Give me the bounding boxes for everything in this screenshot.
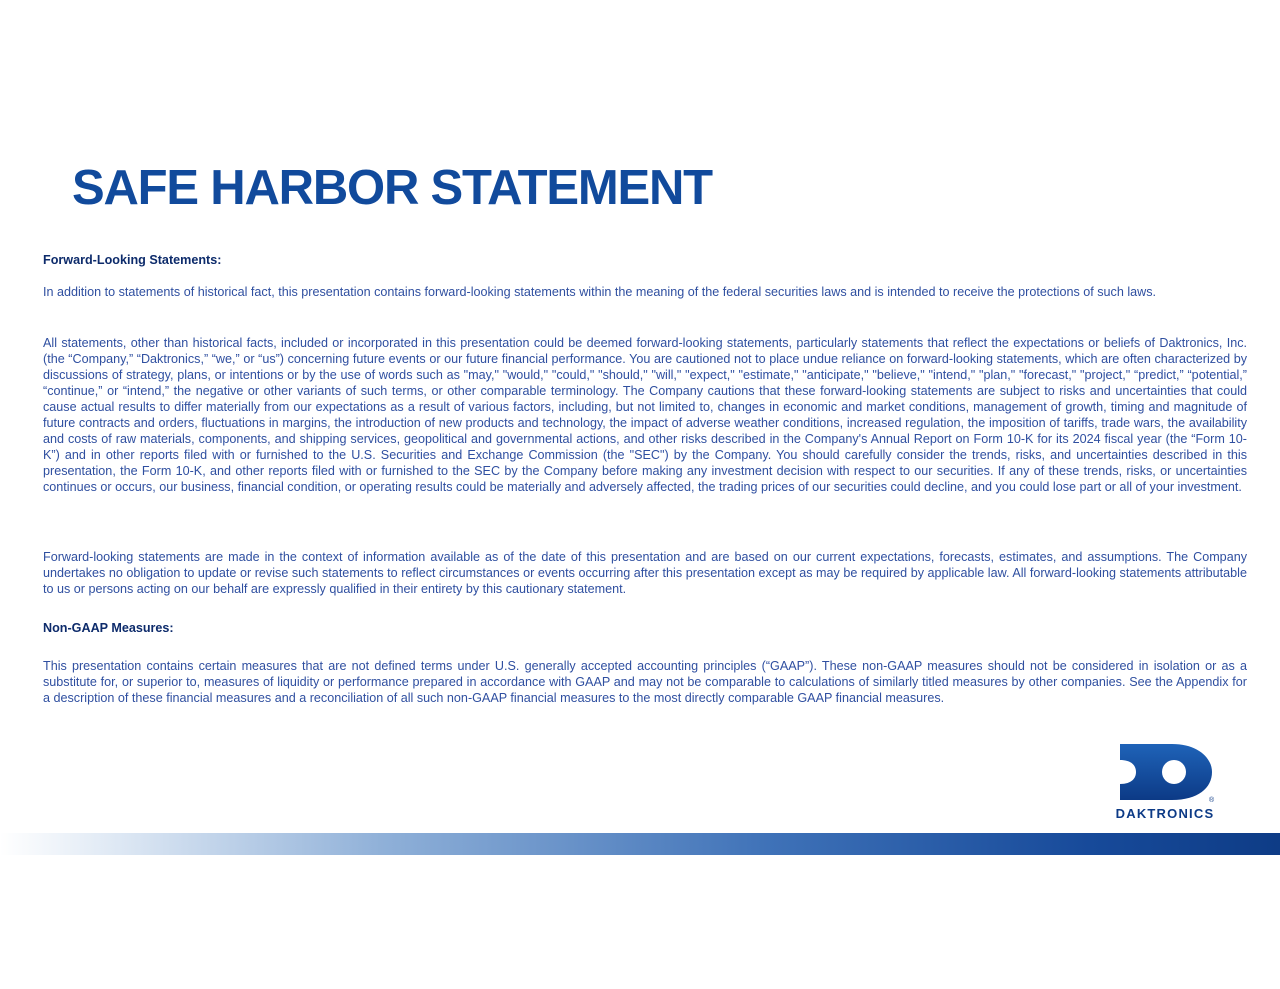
footer-gradient-bar bbox=[0, 833, 1280, 855]
svg-text:®: ® bbox=[1209, 797, 1215, 804]
paragraph-historical-fact: In addition to statements of historical fact, this presentation contains forward-looking statements within the meaning of the federal securities laws and is intended to receive the protections of such laws. bbox=[43, 285, 1157, 299]
daktronics-logo-text: DAKTRONICS bbox=[1115, 806, 1215, 821]
daktronics-d-logo-icon bbox=[1098, 740, 1232, 806]
paragraph-non-gaap: This presentation contains certain measures that are not defined terms under U.S. generally accepted accounting principles (“GAAP”). These non-GAAP measures should not be considered in isolation or as a substitute for, or superior to, measures of liquidity or performance prepared in accordance with GAAP and may not be comparable to calculations of similarly titled measures by other companies. See the Appendix for a description of these financial measures and a reconciliation of all such non-GAAP financial measures to the most directly comparable GAAP financial measures. bbox=[43, 659, 1247, 705]
daktronics-logo bbox=[1098, 740, 1232, 828]
page-title: SAFE HARBOR STATEMENT bbox=[72, 161, 712, 215]
paragraph-context-information: Forward-looking statements are made in the context of information available as of the date of this presentation and are based on our current expectations, forecasts, estimates, and assumptions. The Company undertakes no obligation to update or revise such statements to reflect circumstances or events occurring after this presentation except as may be required by applicable law. All forward-looking statements attributable to us or persons acting on our behalf are expressly qualified in their entirety by this cautionary statement. bbox=[43, 550, 1247, 596]
forward-looking-heading: Forward-Looking Statements: bbox=[43, 253, 222, 267]
non-gaap-heading: Non-GAAP Measures: bbox=[43, 621, 174, 635]
paragraph-forward-looking-risks: All statements, other than historical facts, included or incorporated in this presentation could be deemed forward-looking statements, particularly statements that reflect the expectations or beliefs of Daktronics, Inc. (the “Company,” “Daktronics,” “we,” or “us”) concerning future events or our future financial performance. You are cautioned not to place undue reliance on forward-looking statements, which are often characterized by discussions of strategy, plans, or intentions or by the use of words such as "may," "would," "could," "should," "will," "expect," "estimate," "anticipate," "believe," "intend," "plan," "forecast," "project," “predict,” “potential,” “continue,” or “intend,” the negative or other variants of such terms, or other comparable terminology. The Company cautions that these forward-looking statements are subject to risks and uncertainties that could cause actual results to differ materially from our expectations as a result of various factors, including, but not limited to, changes in economic and market conditions, management of growth, timing and magnitude of future contracts and orders, fluctuations in margins, the introduction of new products and technology, the impact of adverse weather conditions, increased regulation, the imposition of tariffs, trade wars, the availability and costs of raw materials, components, and shipping services, geopolitical and governmental actions, and other risks described in the Company's Annual Report on Form 10-K for its 2024 fiscal year (the “Form 10-K”) and in other reports filed with or furnished to the U.S. Securities and Exchange Commission (the "SEC") by the Company. You should carefully consider the trends, risks, and uncertainties described in this presentation, the Form 10-K, and other reports filed with or furnished to the SEC by the Company before making any investment decision with respect to our securities. If any of these trends, risks, or uncertainties continues or occurs, our business, financial condition, or operating results could be materially and adversely affected, the trading prices of our securities could decline, and you could lose part or all of your investment. bbox=[43, 336, 1247, 494]
